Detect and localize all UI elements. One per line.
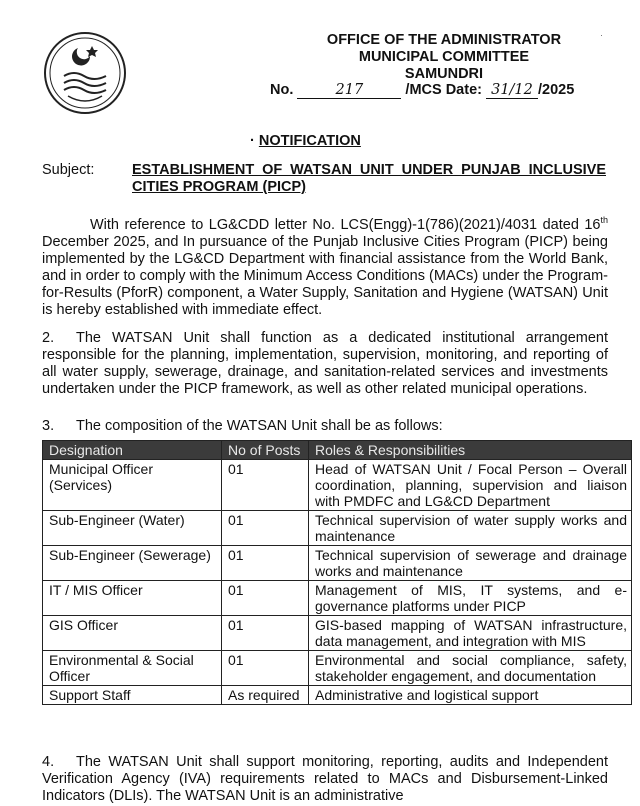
watsan-composition-table xyxy=(42,440,632,705)
table-header-row xyxy=(43,441,632,460)
date-year: /2025 xyxy=(538,82,575,98)
roles-cell: Management of MIS, IT systems, and e-governance platforms under PICP xyxy=(309,581,632,616)
no-value: 217 xyxy=(297,82,401,99)
roles-cell: Technical supervision of sewerage and drainage works and maintenance xyxy=(309,546,632,581)
paragraph-3 xyxy=(42,418,608,435)
paragraph-1 xyxy=(42,212,608,319)
table-row xyxy=(43,460,632,511)
reference-line xyxy=(270,82,574,99)
posts-cell: 01 xyxy=(222,616,309,651)
designation-cell: IT / MIS Officer xyxy=(43,581,222,616)
roles-cell: Environmental and social compliance, safety, stakeholder engagement, and documentation xyxy=(309,651,632,686)
notification-title: NOTIFICATION xyxy=(258,133,361,149)
designation-cell: Sub-Engineer (Water) xyxy=(43,511,222,546)
posts-cell: 01 xyxy=(222,460,309,511)
paragraph-2-text: The WATSAN Unit shall function as a dedicated institutional arrangement responsible for the planning, implementation, supervision, monitoring, and reporting of all water supply, sewerage, drainage, and sanitation-related services and investments undertaken under the PICP framework, as well as other related municipal operations. xyxy=(42,330,608,397)
subject-label: Subject: xyxy=(42,162,95,178)
table-row xyxy=(43,581,632,616)
posts-cell: 01 xyxy=(222,546,309,581)
date-value: 31/12 xyxy=(486,82,538,99)
table-row xyxy=(43,546,632,581)
paragraph-2-number: 2. xyxy=(42,330,55,346)
roles-cell: Head of WATSAN Unit / Focal Person – Overall coordination, planning, supervision and liaison with PMDFC and LG&CD Department xyxy=(309,460,632,511)
paragraph-4-number: 4. xyxy=(42,754,55,770)
paragraph-3-text: The composition of the WATSAN Unit shall be as follows: xyxy=(76,418,443,434)
header-designation: Designation xyxy=(43,441,222,460)
office-title-line3: SAMUNDRI xyxy=(404,66,484,82)
designation-cell: Municipal Officer (Services) xyxy=(43,460,222,511)
posts-cell: 01 xyxy=(222,651,309,686)
office-title-line1: OFFICE OF THE ADMINISTRATOR xyxy=(326,32,562,48)
header-posts: No of Posts xyxy=(222,441,309,460)
paragraph-4-text: The WATSAN Unit shall support monitoring, reporting, audits and Independent Verification Agency (IVA) requirements related to MACs and Disbursement-Linked Indicators (DLIs). The WATSAN Unit is an administrative xyxy=(42,754,608,804)
paragraph-1-rest: December 2025, and In pursuance of the Punjab Inclusive Cities Program (PICP) being implemented by the LG&CD Department with financial assistance from the World Bank, and in order to comply with the Minimum Access Conditions (MACs) under the Program-for-Results (PforR) component, a Water Supply, Sanitation and Hygiene (WATSAN) Unit is hereby established with immediate effect. xyxy=(42,233,608,318)
paragraph-2 xyxy=(42,330,608,398)
header-roles: Roles & Responsibilities xyxy=(309,441,632,460)
posts-cell: 01 xyxy=(222,581,309,616)
designation-cell: Support Staff xyxy=(43,686,222,705)
designation-cell: Sub-Engineer (Sewerage) xyxy=(43,546,222,581)
designation-cell: GIS Officer xyxy=(43,616,222,651)
office-title-line2: MUNICIPAL COMMITTEE xyxy=(358,49,530,65)
roles-cell: Administrative and logistical support xyxy=(309,686,632,705)
posts-cell: 01 xyxy=(222,511,309,546)
corner-mark: · xyxy=(600,30,603,40)
designation-cell: Environmental & Social Officer xyxy=(43,651,222,686)
no-label: No. xyxy=(270,82,294,98)
table-row xyxy=(43,651,632,686)
posts-cell: As required xyxy=(222,686,309,705)
roles-cell: GIS-based mapping of WATSAN infrastructure, data management, and integration with MIS xyxy=(309,616,632,651)
subject-text: ESTABLISHMENT OF WATSAN UNIT UNDER PUNJAB INCLUSIVE CITIES PROGRAM (PICP) xyxy=(132,162,606,195)
roles-cell: Technical supervision of water supply works and maintenance xyxy=(309,511,632,546)
paragraph-1-start: With reference to LG&CDD letter No. LCS(Engg)-1(786)(2021)/4031 dated 16 xyxy=(90,216,601,233)
table-row xyxy=(43,511,632,546)
paragraph-3-number: 3. xyxy=(42,418,55,434)
government-seal-icon xyxy=(42,30,128,116)
paragraph-4 xyxy=(42,754,608,805)
notification-heading: · NOTIFICATION xyxy=(250,133,361,149)
mcs-label: /MCS xyxy=(405,82,442,98)
paragraph-1-superscript: th xyxy=(600,215,608,225)
table-row xyxy=(43,686,632,705)
date-label: Date: xyxy=(445,82,482,98)
table-row xyxy=(43,616,632,651)
